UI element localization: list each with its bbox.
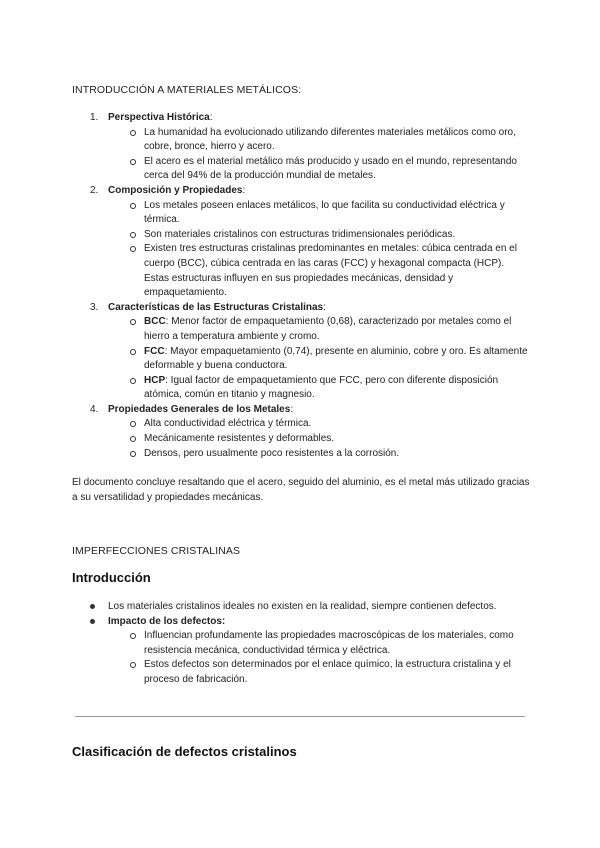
- sub-item: Son materiales cristalinos con estructuras tridimensionales periódicas.: [108, 228, 528, 243]
- sub-item: Densos, pero usualmente poco resistentes a la corrosión.: [108, 447, 528, 462]
- bullet-title: Impacto de los defectos:: [108, 615, 226, 627]
- bullet-item: [72, 600, 528, 615]
- sub-item: Estos defectos son determinados por el enlace químico, la estructura cristalina y el proceso de fabricación.: [108, 658, 528, 687]
- sub-list: [108, 629, 528, 687]
- list-item: 2. Composición y Propiedades: Los metales poseen enlaces metálicos, lo que facilita su conductividad eléctrica y térmica. Son materiales cristalinos con estructuras tridimensionales periódicas. Existen tres estructuras cristalinas predominantes en metales: cúbica centrada en el cuerpo (BCC), cúbica centrada en las caras (FCC) y hexagonal compacta (HCP). Estas estructuras influyen en sus propiedades mecánicas, densidad y empaquetamiento.: [72, 184, 528, 301]
- item-title: Características de las Estructuras Cristalinas: [108, 301, 324, 313]
- structure-description: : Menor factor de empaquetamiento (0,68), caracterizado por metales como el hierro a temperatura ambiente y cromo.: [144, 316, 512, 342]
- item-number: 4.: [90, 403, 99, 415]
- structure-description: : Igual factor de empaquetamiento que FCC, pero con diferente disposición atómica, común en titanio y magnesio.: [144, 374, 499, 401]
- section-heading-materiales: INTRODUCCIÓN A MATERIALES METÁLICOS:: [72, 84, 302, 96]
- numbered-list: [72, 111, 528, 461]
- item-title: Composición y Propiedades: [108, 184, 243, 196]
- item-number: 2.: [90, 184, 99, 196]
- list-item: 4. Propiedades Generales de los Metales: Alta conductividad eléctrica y térmica. Mecánicamente resistentes y deformables. Densos, pero usualmente poco resistentes a la corrosión.: [72, 403, 528, 461]
- structure-keyword: BCC: [144, 316, 166, 328]
- sub-item: La humanidad ha evolucionado utilizando diferentes materiales metálicos como oro, cobre, bronce, hierro y acero.: [108, 126, 528, 155]
- item-title: Perspectiva Histórica: [108, 112, 210, 123]
- item-number: 3.: [90, 301, 99, 313]
- horizontal-divider: [75, 716, 525, 717]
- list-item: 3. Características de las Estructuras Cristalinas: BCC: Menor factor de empaquetamiento (0,68), caracterizado por metales como el hierro a temperatura ambiente y cromo. FCC: Mayor empaquetamiento (0,74), presente en aluminio, cobre y oro. Es altamente deformable y buena conductora. HCP: Igual factor de empaquetamiento que FCC, pero con diferente disposición atómica, común en titanio y magnesio.: [72, 301, 528, 403]
- sub-list: [108, 417, 528, 461]
- sub-item: Alta conductividad eléctrica y térmica.: [108, 417, 528, 432]
- sub-item: Influencian profundamente las propiedades macroscópicas de los materiales, como resistencia mecánica, conductividad térmica y eléctrica.: [108, 629, 528, 658]
- sub-list: [108, 126, 528, 184]
- sub-item: El acero es el material metálico más producido y usado en el mundo, representando cerca del 94% de la producción mundial de metales.: [108, 155, 528, 184]
- list-item: 1. Perspectiva Histórica: La humanidad ha evolucionado utilizando diferentes materiales metálicos como oro, cobre, bronce, hierro y acero. El acero es el material metálico más producido y usado en el mundo, representando cerca del 94% de la producción mundial de metales.: [72, 111, 528, 184]
- bullet-item: [72, 615, 528, 688]
- bullet-list: [72, 600, 528, 688]
- bullet-dot-icon: [90, 604, 95, 609]
- sub-item: [108, 374, 528, 403]
- sub-list: [108, 199, 528, 301]
- sub-item: [108, 315, 528, 344]
- classification-heading: Clasificación de defectos cristalinos: [72, 744, 297, 759]
- structure-keyword: FCC: [144, 345, 165, 357]
- sub-item: Mecánicamente resistentes y deformables.: [108, 432, 528, 447]
- item-title: Propiedades Generales de los Metales: [108, 403, 291, 415]
- section-heading-imperfecciones: IMPERFECCIONES CRISTALINAS: [72, 545, 241, 557]
- item-number: 1.: [90, 112, 99, 123]
- structure-keyword: HCP: [144, 374, 166, 386]
- sub-list: [108, 315, 528, 403]
- sub-item: [108, 345, 528, 374]
- bullet-text: Los materiales cristalinos ideales no existen en la realidad, siempre contienen defectos.: [108, 601, 497, 612]
- bullet-dot-icon: [90, 619, 95, 624]
- conclusion-paragraph: El documento concluye resaltando que el acero, seguido del aluminio, es el metal más utilizado gracias a su versatilidad y propiedades mecánicas.: [72, 477, 530, 503]
- intro-heading: Introducción: [72, 570, 151, 585]
- sub-item: Los metales poseen enlaces metálicos, lo que facilita su conductividad eléctrica y térmica.: [108, 199, 528, 228]
- sub-item: Existen tres estructuras cristalinas predominantes en metales: cúbica centrada en el cuerpo (BCC), cúbica centrada en las caras (FCC) y hexagonal compacta (HCP). Estas estructuras influyen en sus propiedades mecánicas, densidad y empaquetamiento.: [108, 242, 528, 300]
- structure-description: : Mayor empaquetamiento (0,74), presente en aluminio, cobre y oro. Es altamente deformable y buena conductora.: [144, 345, 528, 372]
